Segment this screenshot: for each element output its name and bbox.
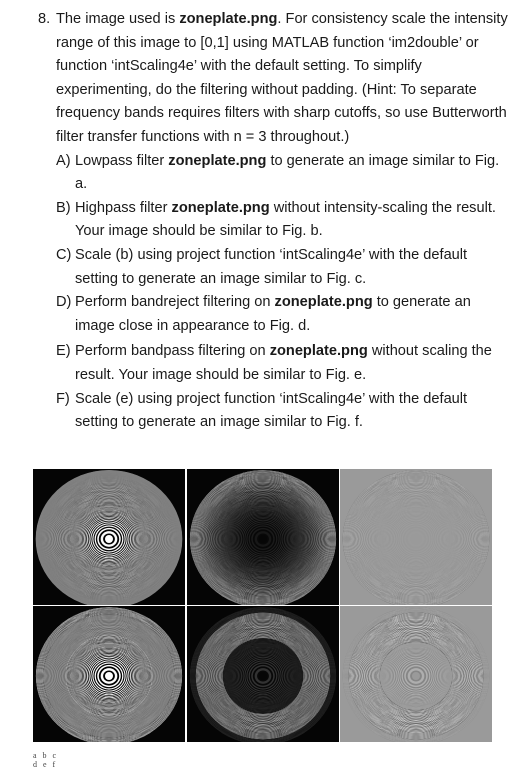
figure-labels-row2: d e f (33, 760, 58, 769)
part-letter: D) (56, 294, 72, 311)
part-c (56, 244, 508, 291)
text-run: The image used is (56, 11, 180, 27)
part-e (56, 340, 508, 387)
question-intro (56, 8, 508, 150)
text-run: Highpass filter (75, 199, 172, 216)
question-parts (56, 150, 508, 435)
part-d (56, 291, 508, 338)
part-letter: E) (56, 343, 71, 360)
text-run: Perform bandreject filtering on (75, 294, 275, 311)
zoneplate-bandpass-scaled-image (340, 606, 492, 742)
text-run: without intensity-scaling the result. Your image should be similar to Fig. b. (75, 199, 496, 240)
question-8 (38, 8, 508, 435)
part-text (75, 197, 508, 244)
part-text (75, 291, 508, 338)
figure-panel-d (33, 606, 185, 742)
part-letter: F) (56, 390, 70, 407)
part-text (75, 244, 508, 291)
zoneplate-bandpass-image (187, 606, 339, 742)
part-b (56, 197, 508, 244)
text-run: without scaling the result. Your image should be similar to Fig. e. (75, 343, 492, 383)
zoneplate-lowpass-image (33, 469, 185, 605)
text-run: Scale (e) using project function ‘intScaling4e’ with the default setting to generate an image similar to Fig. f. (75, 390, 468, 431)
figure-panel-b (187, 469, 339, 605)
figure-panel-f (340, 606, 492, 742)
zoneplate-highpass-image (187, 469, 339, 605)
filename-text: zoneplate.png (168, 152, 267, 169)
text-run: Lowpass filter (75, 152, 169, 169)
text-run: Perform bandpass filtering on (75, 343, 270, 360)
part-text (75, 340, 508, 387)
part-letter: C) (56, 246, 72, 263)
figure-labels-row1: a b c (33, 751, 59, 760)
part-f (56, 388, 508, 435)
filename-text: zoneplate.png (179, 11, 278, 27)
part-a (56, 150, 508, 197)
filename-text: zoneplate.png (269, 343, 368, 360)
figure-panel-e (187, 606, 339, 742)
question-intro-row (38, 8, 508, 150)
text-run: to generate an image close in appearance to Fig. d. (75, 294, 471, 334)
part-text (75, 388, 508, 435)
figure-labels (33, 751, 58, 769)
zoneplate-bandreject-image (33, 606, 185, 742)
text-run: Scale (b) using project function ‘intScaling4e’ with the default setting to generate an image similar to Fig. c. (75, 246, 468, 287)
filename-text: zoneplate.png (171, 199, 270, 216)
part-text (75, 150, 508, 197)
part-letter: B) (56, 199, 71, 216)
figure-panel-c (340, 469, 492, 605)
filename-text: zoneplate.png (274, 294, 373, 311)
zoneplate-figure-grid (33, 469, 492, 742)
figure-panel-a (33, 469, 185, 605)
part-letter: A) (56, 152, 71, 169)
zoneplate-highpass-scaled-image (340, 469, 492, 605)
text-run: to generate an image similar to Fig. a. (75, 152, 500, 193)
question-number: 8. (38, 11, 51, 27)
text-run: . For consistency scale the intensity range of this image to [0,1] using MATLAB function ‘im2double’ or function ‘intScaling4e’ with the default setting. To simplify experimenting, do the filtering without padding. (Hint: To separate frequency bands requires filters with sharp cutoffs, so use Butterworth filter transfer functions with n = 3 throughout.) (56, 11, 508, 145)
